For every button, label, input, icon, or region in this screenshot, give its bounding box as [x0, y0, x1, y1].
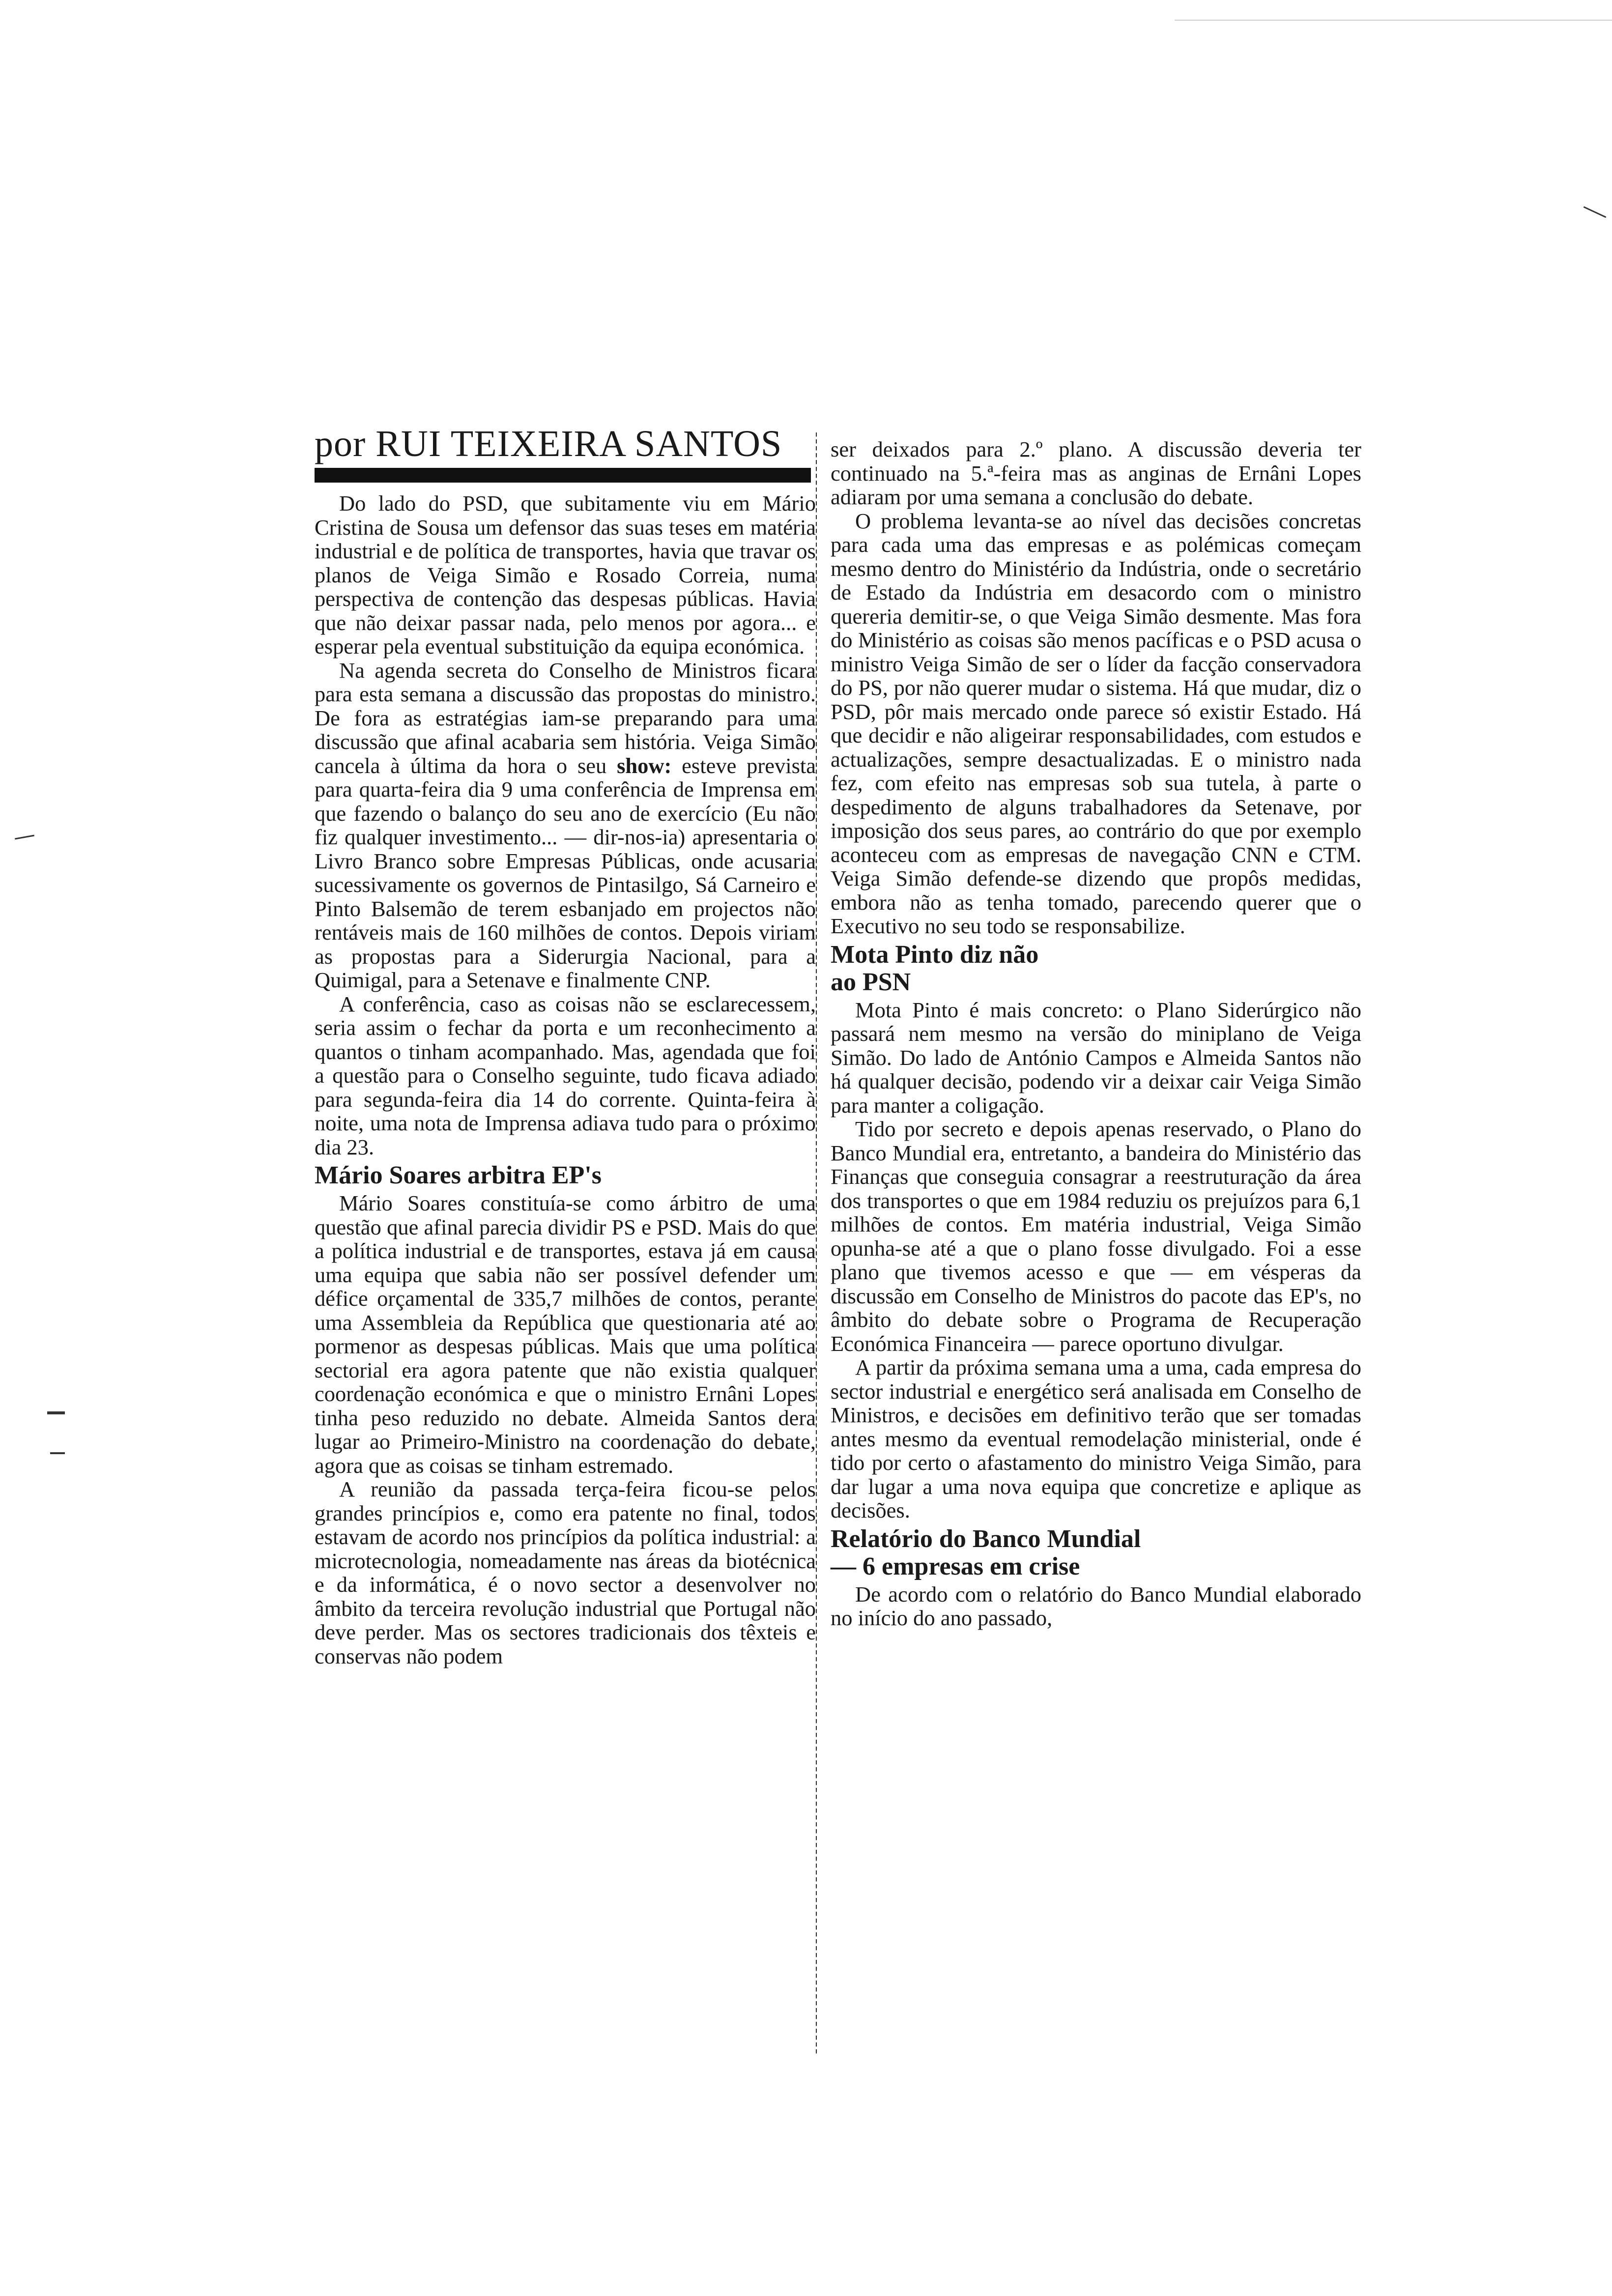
- paragraph: Do lado do PSD, que subitamente viu em Mário Cristina de Sousa um defensor das suas teses em matéria industrial e de política de transportes, havia que travar os planos de Veiga Simão e Rosado Correia, numa perspectiva de contenção das despesas públicas. Havia que não deixar passar nada, pelo menos por agora... e esperar pela eventual substituição da equipa económica.: [315, 491, 816, 659]
- paragraph: ser deixados para 2.º plano. A discussão deveria ter continuado na 5.ª-feira mas as anginas de Ernâni Lopes adiaram por uma semana a conclusão do debate.: [831, 437, 1361, 509]
- byline-rule: [315, 468, 811, 483]
- scan-mark: [15, 835, 34, 840]
- paragraph: A partir da próxima semana uma a uma, cada empresa do sector industrial e energético será analisada em Conselho de Ministros, e decisões em definitivo terão que ser tomadas antes mesmo da eventual remodelação ministerial, onde é tido por certo o afastamento do ministro Veiga Simão, para dar lugar a uma nova equipa que concretize e aplique as decisões.: [831, 1355, 1361, 1522]
- paragraph: A conferência, caso as coisas não se esclarecessem, seria assim o fechar da porta e um reconhecimento a quantos o tinham acompanhado. Mas, agendada que foi a questão para o Conselho seguinte, tudo ficava adiado para segunda-feira dia 14 do corrente. Quinta-feira à noite, uma nota de Imprensa adiava tudo para o próximo dia 23.: [315, 991, 816, 1159]
- byline-text: por RUI TEIXEIRA SANTOS: [315, 423, 782, 464]
- scan-mark: [1583, 206, 1607, 218]
- subheading-line: ao PSN: [831, 968, 911, 996]
- scan-mark: [50, 1452, 65, 1454]
- paragraph-text: esteve prevista para quarta-feira dia 9 uma conferência de Imprensa em que fazendo o balanço do seu ano de exercício (Eu não fiz qualquer investimento... — dir-nos-ia) apresentaria o Livro Branco sobre Empresas Públicas, onde acusaria sucessivamente os governos de Pintasilgo, Sá Carneiro e Pinto Balsemão de terem esbanjado em projectos não rentáveis mais de 160 milhões de contos. Depois viriam as propostas para a Siderurgia Nacional, para a Quimigal, para a Setenave e finalmente CNP.: [315, 753, 816, 992]
- subheading-banco-mundial: [831, 1525, 1361, 1580]
- paragraph: Mota Pinto é mais concreto: o Plano Siderúrgico não passará nem mesmo na versão do miniplano de Veiga Simão. Do lado de António Campos e Almeida Santos não há qualquer decisão, podendo vir a deixar cair Veiga Simão para manter a coligação.: [831, 997, 1361, 1118]
- column-divider: [816, 432, 817, 2054]
- subheading-line: Mota Pinto diz não: [831, 940, 1039, 969]
- paragraph-text: Na agenda secreta do Conselho de Ministros ficara para esta semana a discussão das propostas do ministro. De fora as estratégias iam-se preparando para uma discussão que afinal acabaria sem história. Veiga Simão cancela à última da hora o seu: [315, 658, 816, 778]
- byline: [315, 423, 811, 487]
- right-article-body: [831, 437, 1361, 1630]
- subheading-line: — 6 empresas em crise: [831, 1552, 1080, 1580]
- subheading-mario-soares: Mário Soares arbitra EP's: [315, 1161, 602, 1189]
- left-column: [275, 0, 816, 2296]
- show-emphasis: show:: [617, 753, 672, 778]
- paragraph: Tido por secreto e depois apenas reservado, o Plano do Banco Mundial era, entretanto, a bandeira do Ministério das Finanças que conseguia consagrar a reestruturação da área dos transportes o que em 1984 reduziu os prejuízos para 6,1 milhões de contos. Em matéria industrial, Veiga Simão opunha-se até a que o plano fosse divulgado. Foi a esse plano que tivemos acesso e que — em vésperas da discussão em Conselho de Ministros do pacote das EP's, no âmbito do debate sobre o Programa de Recuperação Económica Financeira — parece oportuno divulgar.: [831, 1117, 1361, 1356]
- right-column: [831, 0, 1361, 2296]
- paragraph: O problema levanta-se ao nível das decisões concretas para cada uma das empresas e as polémicas começam mesmo dentro do Ministério da Indústria, onde o secretário de Estado da Indústria em desacordo com o ministro quereria demitir-se, o que Veiga Simão desmente. Mas fora do Ministério as coisas são menos pacíficas e o PSD acusa o ministro Veiga Simão de ser o líder da facção conservadora do PS, por não querer mudar o sistema. Há que mudar, diz o PSD, pôr mais mercado onde parece só existir Estado. Há que decidir e não aligeirar responsabilidades, com estudos e actualizações, sempre desactualizadas. E o ministro nada fez, com efeito nas empresas sob sua tutela, à parte o despedimento de alguns trabalhadores da Setenave, por imposição dos seus pares, ao contrário do que por exemplo aconteceu com as empresas de navegação CNN e CTM. Veiga Simão defende-se dizendo que propôs medidas, embora não as tenha tomado, parecendo querer que o Executivo no seu todo se responsabilize.: [831, 508, 1361, 938]
- subheading-mota-pinto: [831, 941, 1361, 996]
- paragraph: Mário Soares constituía-se como árbitro de uma questão que afinal parecia dividir PS e PSD. Mais do que a política industrial e de transportes, estava já em causa uma equipa que sabia não ser possível defender um défice orçamental de 335,7 milhões de contos, perante uma Assembleia da República que questionaria até ao pormenor as despesas públicas. Mais que uma política sectorial era agora patente que não existia qualquer coordenação económica e que o ministro Ernâni Lopes tinha peso reduzido no debate. Almeida Santos dera lugar ao Primeiro-Ministro na coordenação do debate, agora que as coisas se tinham estremado.: [315, 1191, 816, 1478]
- scan-mark: [47, 1411, 65, 1414]
- paragraph: [315, 659, 816, 992]
- paragraph: A reunião da passada terça-feira ficou-se pelos grandes princípios e, como era patente no final, todos estavam de acordo nos princípios da política industrial: a microtecnologia, nomeadamente nas áreas da biotécnica e da informática, é o novo sector a desenvolver no âmbito da terceira revolução industrial que Portugal não deve perder. Mas os sectores tradicionais dos têxteis e conservas não podem: [315, 1477, 816, 1668]
- paragraph: De acordo com o relatório do Banco Mundial elaborado no início do ano passado,: [831, 1581, 1361, 1630]
- subheading-line: Relatório do Banco Mundial: [831, 1524, 1141, 1553]
- left-article-body: [315, 491, 816, 1668]
